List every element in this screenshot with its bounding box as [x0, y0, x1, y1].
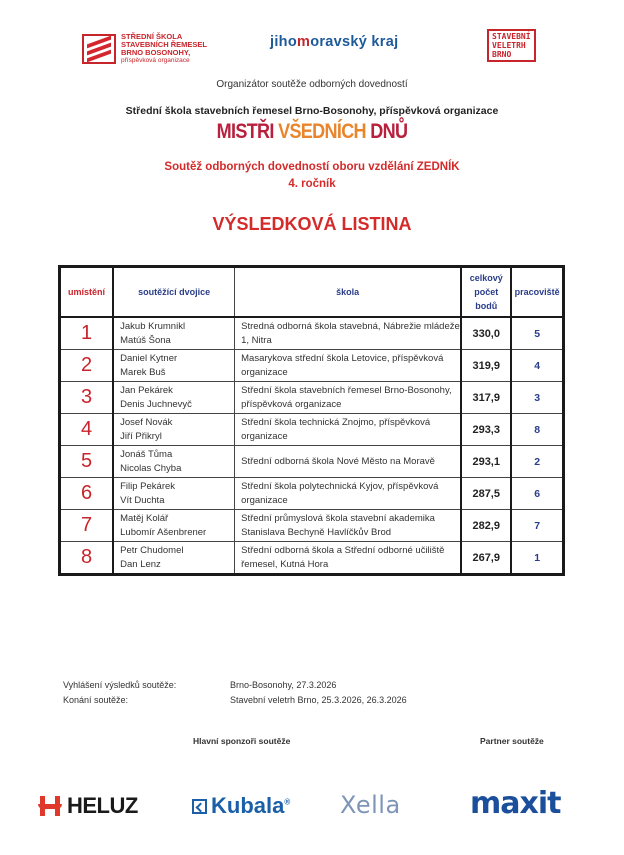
points: 317,9: [461, 382, 511, 414]
school: [235, 446, 462, 478]
workstation: 8: [511, 414, 563, 446]
school-line: Masarykova střední škola Letovice, příspěvková: [241, 352, 444, 364]
member: Dan Lenz: [120, 558, 161, 570]
held-label: Konání soutěže:: [63, 695, 129, 705]
school-line: Střední škola polytechnická Kyjov, příspěvková: [241, 480, 439, 492]
table-row: [60, 414, 564, 446]
member: Jiří Přikryl: [120, 430, 162, 442]
member: Matúš Šona: [120, 334, 171, 346]
school: [235, 542, 462, 575]
school: [235, 317, 462, 350]
member: Vít Duchta: [120, 494, 165, 506]
kubala-logo: Kubala®: [192, 793, 290, 819]
school: [235, 478, 462, 510]
team: [113, 510, 235, 542]
header-school: škola: [235, 267, 462, 318]
school-logo: [82, 30, 242, 68]
points: 287,5: [461, 478, 511, 510]
school-line: řemesel, Kutná Hora: [241, 558, 329, 570]
organizer-name: Střední škola stavebních řemesel Brno-Bosonohy, příspěvková organizace: [125, 105, 499, 117]
points: 319,9: [461, 350, 511, 382]
edition: 4. ročník: [288, 178, 336, 190]
place: 4: [60, 414, 114, 446]
member: Daniel Kytner: [120, 352, 178, 364]
place: 1: [60, 317, 114, 350]
workstation: 5: [511, 317, 563, 350]
place: 7: [60, 510, 114, 542]
points: 293,3: [461, 414, 511, 446]
region-logo: jihomoravský kraj: [270, 34, 399, 50]
table-row: [60, 478, 564, 510]
points: 330,0: [461, 317, 511, 350]
points: 282,9: [461, 510, 511, 542]
table-row: [60, 350, 564, 382]
page-title: VÝSLEDKOVÁ LISTINA: [212, 214, 412, 234]
heluz-mark-icon: [38, 796, 62, 816]
heluz-logo: HELUZ: [38, 793, 138, 819]
place: 8: [60, 542, 114, 575]
member: Petr Chudomel: [120, 544, 184, 556]
kubala-mark-icon: [192, 799, 207, 814]
school-line: Střední škola stavebních řemesel Brno-Bosonohy,: [241, 384, 452, 396]
school-line: organizace: [241, 494, 288, 506]
fair-logo: STAVEBNÍ VELETRH BRNO: [487, 29, 536, 62]
place: 2: [60, 350, 114, 382]
team: [113, 446, 235, 478]
school-line: Střední průmyslová škola stavební akademika: [241, 512, 435, 524]
workstation: 6: [511, 478, 563, 510]
member: Nicolas Chyba: [120, 462, 182, 474]
school-line: Stredná odborná škola stavebná, Nábrežie mládeže: [241, 320, 460, 332]
school-line: Stanislava Bechyně Havlíčkův Brod: [241, 526, 392, 538]
points: 293,1: [461, 446, 511, 478]
table-row: [60, 382, 564, 414]
workstation: 3: [511, 382, 563, 414]
table-row: [60, 510, 564, 542]
place: 3: [60, 382, 114, 414]
member: Lubomír Ašenbrener: [120, 526, 207, 538]
points: 267,9: [461, 542, 511, 575]
table-row: [60, 542, 564, 575]
results-table: [58, 265, 565, 576]
workstation: 2: [511, 446, 563, 478]
team: [113, 317, 235, 350]
school: [235, 510, 462, 542]
workstation: 4: [511, 350, 563, 382]
team: [113, 542, 235, 575]
team: [113, 350, 235, 382]
organizer-label: Organizátor soutěže odborných dovedností: [216, 79, 408, 90]
school: [235, 414, 462, 446]
sponsors-label: Hlavní sponzoři soutěže: [193, 736, 291, 746]
school-logo-mark: [82, 34, 116, 64]
school-line: organizace: [241, 430, 288, 442]
announcement-value: Brno-Bosonohy, 27.3.2026: [230, 680, 337, 690]
member: Denis Juchnevyč: [120, 398, 192, 410]
school-line: Střední odborná škola Nové Město na Moravě: [241, 455, 435, 467]
partner-label: Partner soutěže: [480, 736, 544, 746]
school-line: 1, Nitra: [241, 334, 272, 346]
workstation: 7: [511, 510, 563, 542]
event-logo: MISTŘI VŠEDNÍCH DNŮ: [216, 120, 408, 143]
team: [113, 478, 235, 510]
school: [235, 350, 462, 382]
table-header-row: [60, 267, 564, 318]
maxit-logo: maxit: [470, 786, 561, 821]
place: 5: [60, 446, 114, 478]
header-points: celkový počet bodů: [461, 267, 511, 318]
member: Josef Novák: [120, 416, 173, 428]
place: 6: [60, 478, 114, 510]
team: [113, 414, 235, 446]
workstation: 1: [511, 542, 563, 575]
member: Marek Buš: [120, 366, 166, 378]
table-row: [60, 317, 564, 350]
announcement-label: Vyhlášení výsledků soutěže:: [63, 680, 177, 690]
member: Jan Pekárek: [120, 384, 173, 396]
team: [113, 382, 235, 414]
school-logo-text: STŘEDNÍ ŠKOLA STAVEBNÍCH ŘEMESEL BRNO BOSONOHY, příspěvková organizace: [121, 32, 207, 64]
school-line: Střední škola technická Znojmo, příspěvková: [241, 416, 431, 428]
school: [235, 382, 462, 414]
member: Jonáš Tůma: [120, 448, 173, 460]
competition-name: Soutěž odborných dovedností oboru vzdělání ZEDNÍK: [164, 161, 460, 173]
member: Jakub Krumnikl: [120, 320, 186, 332]
school-line: Střední odborná škola a Střední odborné učiliště: [241, 544, 445, 556]
member: Filip Pekárek: [120, 480, 176, 492]
school-line: organizace: [241, 366, 288, 378]
header-place: umístění: [60, 267, 114, 318]
table-row: [60, 446, 564, 478]
held-value: Stavební veletrh Brno, 25.3.2026, 26.3.2026: [230, 695, 407, 705]
xella-logo: Xella: [340, 791, 401, 819]
school-line: příspěvková organizace: [241, 398, 342, 410]
header-team: soutěžící dvojice: [113, 267, 235, 318]
member: Matěj Kolář: [120, 512, 169, 524]
header-workstation: pracoviště: [511, 267, 563, 318]
